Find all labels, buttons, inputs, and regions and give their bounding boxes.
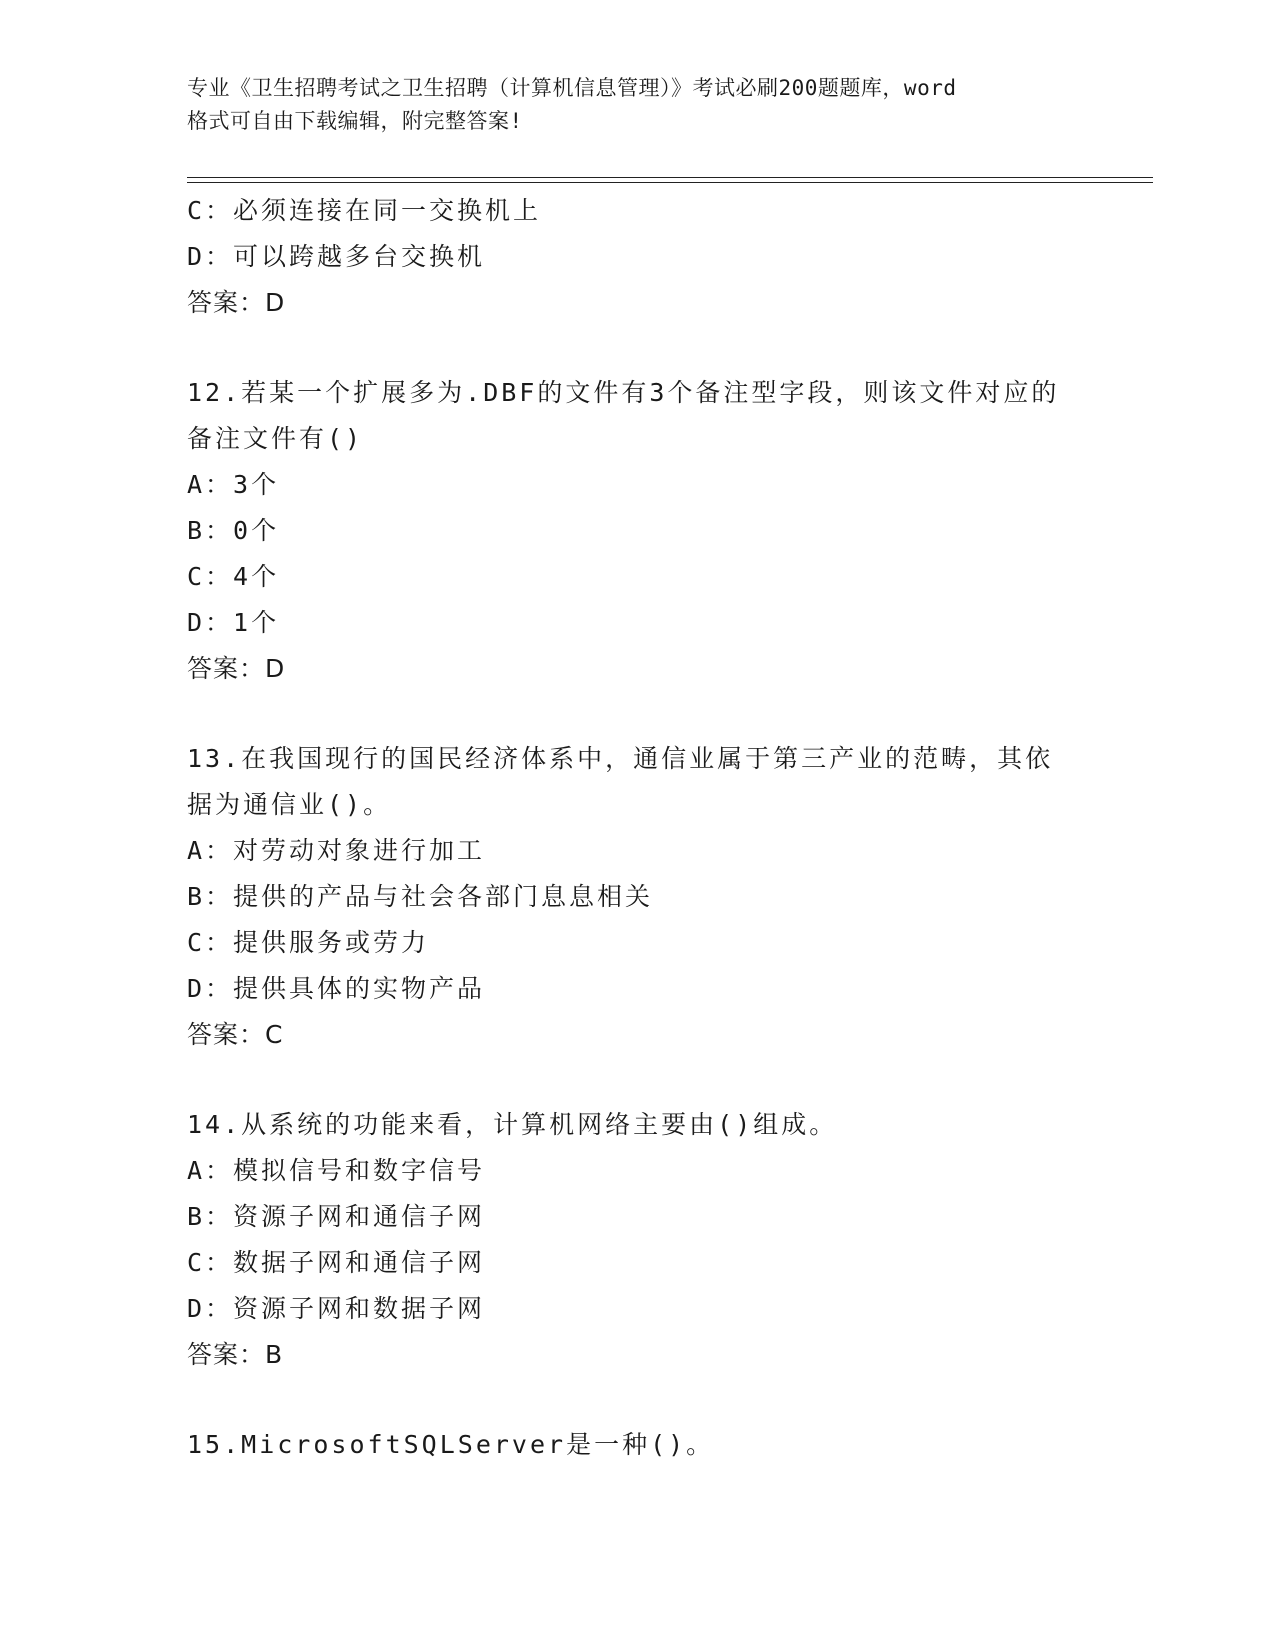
option-a: A：对劳动对象进行加工 [187, 836, 486, 865]
question-12 [187, 370, 1087, 692]
option-d: D：提供具体的实物产品 [187, 974, 486, 1003]
option-a: A：模拟信号和数字信号 [187, 1156, 486, 1185]
spacer [187, 1058, 1087, 1102]
question-text-line-1: 14.从系统的功能来看，计算机网络主要由()组成。 [187, 1110, 838, 1139]
option-b: B：0个 [187, 516, 280, 545]
header-title-line-2: 格式可自由下载编辑，附完整答案! [187, 109, 523, 133]
spacer [187, 326, 1087, 370]
document-header [187, 72, 1087, 138]
question-text-line-2: 备注文件有() [187, 424, 364, 453]
question-15 [187, 1422, 1087, 1468]
question-11-continuation [187, 188, 1087, 326]
header-title-line-1: 专业《卫生招聘考试之卫生招聘（计算机信息管理）》考试必刷200题题库，word [187, 76, 957, 100]
answer-label: 答案：D [187, 654, 286, 683]
question-14 [187, 1102, 1087, 1378]
option-c: C：4个 [187, 562, 280, 591]
question-13 [187, 736, 1087, 1058]
question-text-line-1: 12.若某一个扩展多为.DBF的文件有3个备注型字段，则该文件对应的 [187, 378, 1060, 407]
spacer [187, 692, 1087, 736]
answer-label: 答案：C [187, 1020, 284, 1049]
option-b: B：提供的产品与社会各部门息息相关 [187, 882, 654, 911]
header-divider-bottom [187, 182, 1153, 183]
answer-label: 答案：B [187, 1340, 284, 1369]
question-list [187, 188, 1087, 1468]
option-c: C：数据子网和通信子网 [187, 1248, 486, 1277]
question-text-line-1: 15.MicrosoftSQLServer是一种()。 [187, 1430, 715, 1459]
spacer [187, 1378, 1087, 1422]
header-divider-top [187, 177, 1153, 178]
question-text-line-2: 据为通信业()。 [187, 790, 392, 819]
option-d: D：资源子网和数据子网 [187, 1294, 486, 1323]
option-d: D：1个 [187, 608, 280, 637]
answer-label: 答案：D [187, 288, 286, 317]
option-a: A：3个 [187, 470, 280, 499]
question-text-line-1: 13.在我国现行的国民经济体系中，通信业属于第三产业的范畴，其依 [187, 744, 1054, 773]
option-d: D：可以跨越多台交换机 [187, 242, 486, 271]
option-c: C：必须连接在同一交换机上 [187, 196, 542, 225]
option-c: C：提供服务或劳力 [187, 928, 430, 957]
option-b: B：资源子网和通信子网 [187, 1202, 486, 1231]
